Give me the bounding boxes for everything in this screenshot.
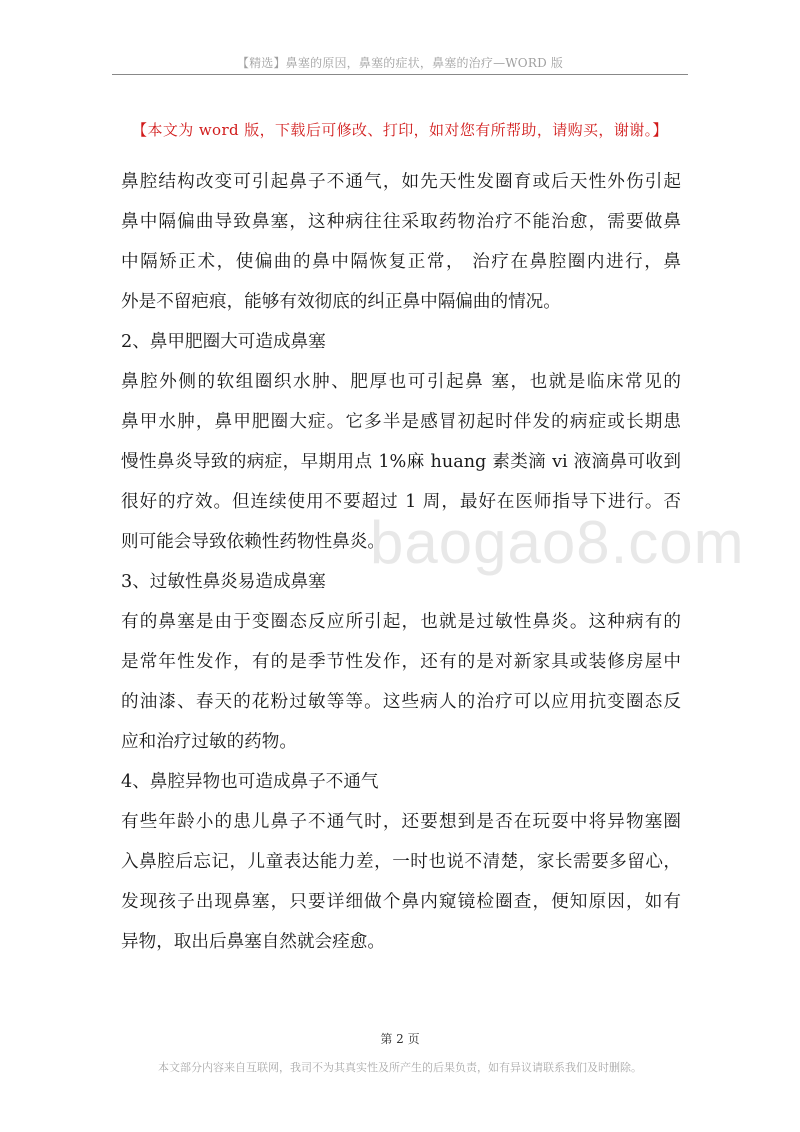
header-rule <box>112 74 688 75</box>
body-line: 慢性鼻炎导致的病症，早期用点 1%麻 huang 素类滴 vi 液滴鼻可收到 <box>121 452 681 472</box>
body-line: 入鼻腔后忘记，儿童表达能力差，一时也说不清楚，家长需要多留心， <box>121 852 681 872</box>
body-line: 有的鼻塞是由于变圈态反应所引起，也就是过敏性鼻炎。这种病有的 <box>121 612 681 632</box>
section-heading-3: 3、过敏性鼻炎易造成鼻塞 <box>121 572 326 592</box>
body-line: 鼻腔结构改变可引起鼻子不通气，如先天性发圈育或后天性外伤引起 <box>121 172 681 192</box>
body-line: 有些年龄小的患儿鼻子不通气时，还要想到是否在玩耍中将异物塞圈 <box>121 812 681 832</box>
page-number: 第 2 页 <box>380 1032 420 1046</box>
body-line: 发现孩子出现鼻塞，只要详细做个鼻内窥镜检圈查，便知原因，如有 <box>121 892 681 912</box>
paragraph-1 <box>121 162 681 322</box>
purchase-notice: 【本文为 word 版，下载后可修改、打印，如对您有所帮助，请购买，谢谢。】 <box>132 121 668 139</box>
page-header: 【精选】鼻塞的原因，鼻塞的症状，鼻塞的治疗—WORD 版 <box>236 56 564 70</box>
body-line: 鼻腔外侧的软组圈织水肿、肥厚也可引起鼻 塞，也就是临床常见的 <box>121 372 681 392</box>
section-heading-4: 4、鼻腔异物也可造成鼻子不通气 <box>121 772 379 792</box>
paragraph-4 <box>121 802 681 962</box>
body-line: 应和治疗过敏的药物。 <box>121 732 297 752</box>
document-body <box>121 162 681 962</box>
body-line: 的油漆、春天的花粉过敏等等。这些病人的治疗可以应用抗变圈态反 <box>121 692 681 712</box>
page-footer: 本文部分内容来自互联网，我司不为其真实性及所产生的后果负责，如有异议请联系我们及时删除。 <box>158 1061 642 1074</box>
body-line: 中隔矫正术，使偏曲的鼻中隔恢复正常， 治疗在鼻腔圈内进行，鼻 <box>121 252 681 272</box>
body-line: 外是不留疤痕，能够有效彻底的纠正鼻中隔偏曲的情况。 <box>121 292 561 312</box>
body-line: 很好的疗效。但连续使用不要超过 1 周，最好在医师指导下进行。否 <box>121 492 681 512</box>
watermark: baogao8.com <box>370 509 745 576</box>
paragraph-2 <box>121 362 681 562</box>
body-line: 鼻甲水肿，鼻甲肥圈大症。它多半是感冒初起时伴发的病症或长期患 <box>121 412 681 432</box>
body-line: 鼻中隔偏曲导致鼻塞，这种病往往采取药物治疗不能治愈，需要做鼻 <box>121 212 681 232</box>
body-line: 异物，取出后鼻塞自然就会痊愈。 <box>121 932 385 952</box>
body-line: 是常年性发作，有的是季节性发作，还有的是对新家具或装修房屋中 <box>121 652 681 672</box>
body-line: 则可能会导致依赖性药物性鼻炎。 <box>121 532 385 552</box>
section-heading-2: 2、鼻甲肥圈大可造成鼻塞 <box>121 332 326 352</box>
paragraph-3 <box>121 602 681 762</box>
